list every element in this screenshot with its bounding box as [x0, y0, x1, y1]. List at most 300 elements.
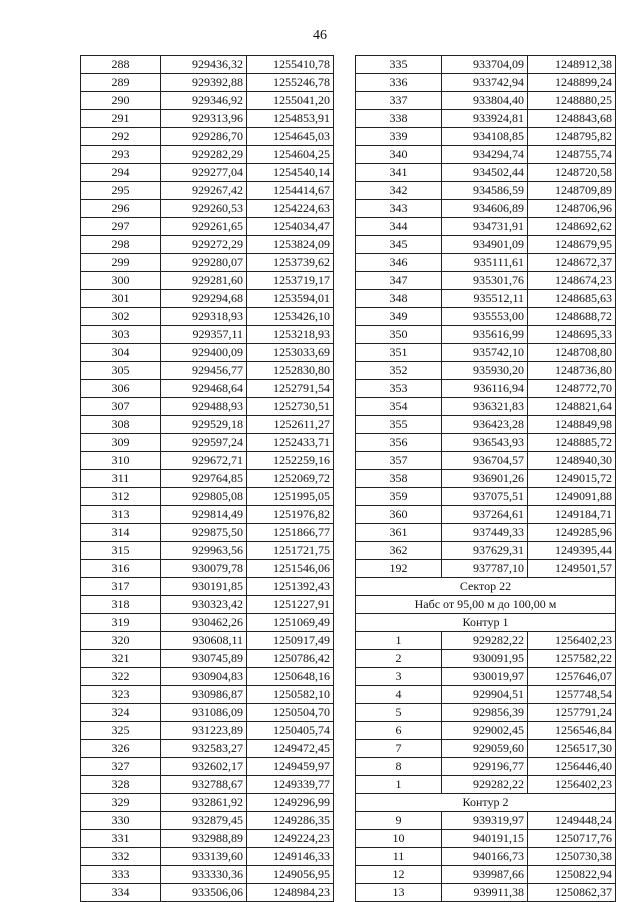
x-coordinate-cell: 929456,77 [161, 362, 247, 380]
table-row [356, 326, 616, 344]
x-coordinate-cell: 929260,53 [161, 200, 247, 218]
coordinates-table-left [80, 55, 334, 902]
table-row [356, 452, 616, 470]
point-number-cell: 192 [356, 560, 442, 578]
point-number-cell: 328 [81, 776, 161, 794]
table-row [81, 650, 334, 668]
point-number-cell: 9 [356, 812, 442, 830]
x-coordinate-cell: 929277,04 [161, 164, 247, 182]
point-number-cell: 351 [356, 344, 442, 362]
table-row [81, 74, 334, 92]
point-number-cell: 290 [81, 92, 161, 110]
table-row [81, 794, 334, 812]
x-coordinate-cell: 929488,93 [161, 398, 247, 416]
point-number-cell: 314 [81, 524, 161, 542]
point-number-cell: 298 [81, 236, 161, 254]
table-row [81, 164, 334, 182]
y-coordinate-cell: 1249015,72 [528, 470, 616, 488]
point-number-cell: 343 [356, 200, 442, 218]
table-row [81, 92, 334, 110]
table-row [356, 308, 616, 326]
table-row [356, 740, 616, 758]
x-coordinate-cell: 931223,89 [161, 722, 247, 740]
point-number-cell: 322 [81, 668, 161, 686]
page-number: 46 [313, 28, 327, 43]
y-coordinate-cell: 1251866,77 [247, 524, 334, 542]
table-row [356, 110, 616, 128]
y-coordinate-cell: 1253033,69 [247, 344, 334, 362]
x-coordinate-cell: 930091,95 [442, 650, 528, 668]
point-number-cell: 296 [81, 200, 161, 218]
x-coordinate-cell: 935111,61 [442, 254, 528, 272]
y-coordinate-cell: 1250786,42 [247, 650, 334, 668]
point-number-cell: 338 [356, 110, 442, 128]
sector-heading: Сектор 22 [356, 578, 616, 596]
y-coordinate-cell: 1257791,24 [528, 704, 616, 722]
y-coordinate-cell: 1250730,38 [528, 848, 616, 866]
contour-1-heading: Контур 1 [356, 614, 616, 632]
y-coordinate-cell: 1257582,22 [528, 650, 616, 668]
point-number-cell: 315 [81, 542, 161, 560]
table-row [81, 740, 334, 758]
y-coordinate-cell: 1250822,94 [528, 866, 616, 884]
y-coordinate-cell: 1248720,58 [528, 164, 616, 182]
point-number-cell: 12 [356, 866, 442, 884]
y-coordinate-cell: 1248692,62 [528, 218, 616, 236]
point-number-cell: 294 [81, 164, 161, 182]
table-row [356, 560, 616, 578]
point-number-cell: 300 [81, 272, 161, 290]
table-row [356, 524, 616, 542]
x-coordinate-cell: 930323,42 [161, 596, 247, 614]
x-coordinate-cell: 935616,99 [442, 326, 528, 344]
y-coordinate-cell: 1248706,96 [528, 200, 616, 218]
table-row [81, 380, 334, 398]
table-row [356, 722, 616, 740]
table-row [356, 686, 616, 704]
point-number-cell: 334 [81, 884, 161, 902]
table-row [356, 254, 616, 272]
point-number-cell: 330 [81, 812, 161, 830]
x-coordinate-cell: 929597,24 [161, 434, 247, 452]
point-number-cell: 3 [356, 668, 442, 686]
point-number-cell: 335 [356, 56, 442, 74]
x-coordinate-cell: 934108,85 [442, 128, 528, 146]
y-coordinate-cell: 1256446,40 [528, 758, 616, 776]
y-coordinate-cell: 1257748,54 [528, 686, 616, 704]
point-number-cell: 1 [356, 776, 442, 794]
table-row [81, 146, 334, 164]
x-coordinate-cell: 929468,64 [161, 380, 247, 398]
x-coordinate-cell: 930986,87 [161, 686, 247, 704]
point-number-cell: 8 [356, 758, 442, 776]
x-coordinate-cell: 933924,81 [442, 110, 528, 128]
table-row [356, 416, 616, 434]
x-coordinate-cell: 929805,08 [161, 488, 247, 506]
x-coordinate-cell: 939911,38 [442, 884, 528, 902]
table-row [356, 758, 616, 776]
x-coordinate-cell: 929282,22 [442, 776, 528, 794]
point-number-cell: 356 [356, 434, 442, 452]
table-row [356, 344, 616, 362]
point-number-cell: 339 [356, 128, 442, 146]
x-coordinate-cell: 939319,97 [442, 812, 528, 830]
x-coordinate-cell: 934586,59 [442, 182, 528, 200]
x-coordinate-cell: 929261,65 [161, 218, 247, 236]
y-coordinate-cell: 1253824,09 [247, 236, 334, 254]
table-row [81, 758, 334, 776]
point-number-cell: 292 [81, 128, 161, 146]
y-coordinate-cell: 1248685,63 [528, 290, 616, 308]
x-coordinate-cell: 932788,67 [161, 776, 247, 794]
table-row [81, 470, 334, 488]
y-coordinate-cell: 1248885,72 [528, 434, 616, 452]
y-coordinate-cell: 1250862,37 [528, 884, 616, 902]
y-coordinate-cell: 1248772,70 [528, 380, 616, 398]
point-number-cell: 293 [81, 146, 161, 164]
x-coordinate-cell: 929875,50 [161, 524, 247, 542]
point-number-cell: 348 [356, 290, 442, 308]
y-coordinate-cell: 1254034,47 [247, 218, 334, 236]
point-number-cell: 301 [81, 290, 161, 308]
y-coordinate-cell: 1255246,78 [247, 74, 334, 92]
x-coordinate-cell: 929392,88 [161, 74, 247, 92]
table-row [81, 524, 334, 542]
table-row [81, 254, 334, 272]
table-row [356, 488, 616, 506]
y-coordinate-cell: 1249395,44 [528, 542, 616, 560]
y-coordinate-cell: 1255410,78 [247, 56, 334, 74]
y-coordinate-cell: 1254645,03 [247, 128, 334, 146]
y-coordinate-cell: 1251392,43 [247, 578, 334, 596]
point-number-cell: 331 [81, 830, 161, 848]
point-number-cell: 295 [81, 182, 161, 200]
x-coordinate-cell: 934731,91 [442, 218, 528, 236]
y-coordinate-cell: 1249296,99 [247, 794, 334, 812]
y-coordinate-cell: 1249459,97 [247, 758, 334, 776]
y-coordinate-cell: 1248984,23 [247, 884, 334, 902]
x-coordinate-cell: 940166,73 [442, 848, 528, 866]
y-coordinate-cell: 1251227,91 [247, 596, 334, 614]
x-coordinate-cell: 929294,68 [161, 290, 247, 308]
point-number-cell: 340 [356, 146, 442, 164]
y-coordinate-cell: 1252791,54 [247, 380, 334, 398]
point-number-cell: 345 [356, 236, 442, 254]
y-coordinate-cell: 1256402,23 [528, 632, 616, 650]
y-coordinate-cell: 1254224,63 [247, 200, 334, 218]
x-coordinate-cell: 936423,28 [442, 416, 528, 434]
point-number-cell: 318 [81, 596, 161, 614]
x-coordinate-cell: 930019,97 [442, 668, 528, 686]
y-coordinate-cell: 1249146,33 [247, 848, 334, 866]
table-row [81, 488, 334, 506]
point-number-cell: 308 [81, 416, 161, 434]
table-row [81, 632, 334, 650]
table-row [356, 236, 616, 254]
contour-2-heading: Контур 2 [356, 794, 616, 812]
y-coordinate-cell: 1250504,70 [247, 704, 334, 722]
x-coordinate-cell: 929267,42 [161, 182, 247, 200]
table-row [81, 848, 334, 866]
point-number-cell: 317 [81, 578, 161, 596]
point-number-cell: 311 [81, 470, 161, 488]
contour-2-heading-row [356, 794, 616, 812]
y-coordinate-cell: 1253426,10 [247, 308, 334, 326]
point-number-cell: 309 [81, 434, 161, 452]
y-coordinate-cell: 1248940,30 [528, 452, 616, 470]
table-row [81, 506, 334, 524]
y-coordinate-cell: 1256546,84 [528, 722, 616, 740]
x-coordinate-cell: 929282,29 [161, 146, 247, 164]
x-coordinate-cell: 935301,76 [442, 272, 528, 290]
x-coordinate-cell: 936901,26 [442, 470, 528, 488]
point-number-cell: 13 [356, 884, 442, 902]
point-number-cell: 346 [356, 254, 442, 272]
y-coordinate-cell: 1252069,72 [247, 470, 334, 488]
table-row [356, 362, 616, 380]
point-number-cell: 316 [81, 560, 161, 578]
x-coordinate-cell: 935512,11 [442, 290, 528, 308]
table-row [356, 272, 616, 290]
table-row [81, 686, 334, 704]
y-coordinate-cell: 1248755,74 [528, 146, 616, 164]
x-coordinate-cell: 929281,60 [161, 272, 247, 290]
point-number-cell: 303 [81, 326, 161, 344]
y-coordinate-cell: 1251069,49 [247, 614, 334, 632]
table-row [356, 146, 616, 164]
table-row [356, 74, 616, 92]
table-row [356, 290, 616, 308]
table-row [81, 110, 334, 128]
y-coordinate-cell: 1257646,07 [528, 668, 616, 686]
y-coordinate-cell: 1251721,75 [247, 542, 334, 560]
table-row [356, 218, 616, 236]
y-coordinate-cell: 1252730,51 [247, 398, 334, 416]
x-coordinate-cell: 939987,66 [442, 866, 528, 884]
y-coordinate-cell: 1249472,45 [247, 740, 334, 758]
x-coordinate-cell: 930191,85 [161, 578, 247, 596]
x-coordinate-cell: 929282,22 [442, 632, 528, 650]
point-number-cell: 305 [81, 362, 161, 380]
y-coordinate-cell: 1248795,82 [528, 128, 616, 146]
point-number-cell: 1 [356, 632, 442, 650]
point-number-cell: 361 [356, 524, 442, 542]
table-row [81, 704, 334, 722]
x-coordinate-cell: 933330,36 [161, 866, 247, 884]
table-row [356, 650, 616, 668]
table-row [81, 200, 334, 218]
table-row [81, 578, 334, 596]
point-number-cell: 291 [81, 110, 161, 128]
x-coordinate-cell: 936116,94 [442, 380, 528, 398]
x-coordinate-cell: 933506,06 [161, 884, 247, 902]
table-row [356, 506, 616, 524]
table-row [81, 218, 334, 236]
y-coordinate-cell: 1254540,14 [247, 164, 334, 182]
y-coordinate-cell: 1249501,57 [528, 560, 616, 578]
y-coordinate-cell: 1248849,98 [528, 416, 616, 434]
table-row [81, 290, 334, 308]
table-row [81, 866, 334, 884]
table-row [356, 776, 616, 794]
point-number-cell: 7 [356, 740, 442, 758]
point-number-cell: 289 [81, 74, 161, 92]
y-coordinate-cell: 1248688,72 [528, 308, 616, 326]
x-coordinate-cell: 929814,49 [161, 506, 247, 524]
x-coordinate-cell: 929346,92 [161, 92, 247, 110]
x-coordinate-cell: 935742,10 [442, 344, 528, 362]
x-coordinate-cell: 934502,44 [442, 164, 528, 182]
table-row [81, 326, 334, 344]
table-row [81, 434, 334, 452]
table-row [356, 470, 616, 488]
table-row [356, 164, 616, 182]
point-number-cell: 5 [356, 704, 442, 722]
table-row [81, 542, 334, 560]
point-number-cell: 320 [81, 632, 161, 650]
y-coordinate-cell: 1248674,23 [528, 272, 616, 290]
y-coordinate-cell: 1253218,93 [247, 326, 334, 344]
x-coordinate-cell: 932861,92 [161, 794, 247, 812]
y-coordinate-cell: 1251546,06 [247, 560, 334, 578]
y-coordinate-cell: 1249224,23 [247, 830, 334, 848]
y-coordinate-cell: 1250582,10 [247, 686, 334, 704]
table-row [356, 200, 616, 218]
y-coordinate-cell: 1248821,64 [528, 398, 616, 416]
x-coordinate-cell: 929059,60 [442, 740, 528, 758]
x-coordinate-cell: 929436,32 [161, 56, 247, 74]
table-row [81, 128, 334, 146]
point-number-cell: 302 [81, 308, 161, 326]
point-number-cell: 359 [356, 488, 442, 506]
point-number-cell: 337 [356, 92, 442, 110]
x-coordinate-cell: 929196,77 [442, 758, 528, 776]
point-number-cell: 347 [356, 272, 442, 290]
y-coordinate-cell: 1249184,71 [528, 506, 616, 524]
x-coordinate-cell: 937264,61 [442, 506, 528, 524]
table-row [356, 704, 616, 722]
y-coordinate-cell: 1255041,20 [247, 92, 334, 110]
y-coordinate-cell: 1254604,25 [247, 146, 334, 164]
x-coordinate-cell: 930079,78 [161, 560, 247, 578]
table-row [356, 830, 616, 848]
y-coordinate-cell: 1253739,62 [247, 254, 334, 272]
point-number-cell: 341 [356, 164, 442, 182]
table-row [356, 434, 616, 452]
y-coordinate-cell: 1256517,30 [528, 740, 616, 758]
point-number-cell: 344 [356, 218, 442, 236]
x-coordinate-cell: 929529,18 [161, 416, 247, 434]
y-coordinate-cell: 1252611,27 [247, 416, 334, 434]
x-coordinate-cell: 929856,39 [442, 704, 528, 722]
table-row [81, 308, 334, 326]
y-coordinate-cell: 1248695,33 [528, 326, 616, 344]
point-number-cell: 355 [356, 416, 442, 434]
y-coordinate-cell: 1248912,38 [528, 56, 616, 74]
x-coordinate-cell: 929357,11 [161, 326, 247, 344]
x-coordinate-cell: 940191,15 [442, 830, 528, 848]
table-row [81, 722, 334, 740]
table-row [81, 560, 334, 578]
table-row [81, 830, 334, 848]
y-coordinate-cell: 1254853,91 [247, 110, 334, 128]
point-number-cell: 342 [356, 182, 442, 200]
point-number-cell: 6 [356, 722, 442, 740]
y-coordinate-cell: 1250717,76 [528, 830, 616, 848]
table-row [81, 812, 334, 830]
table-row [356, 812, 616, 830]
point-number-cell: 323 [81, 686, 161, 704]
table-row [356, 668, 616, 686]
table-row [356, 56, 616, 74]
point-number-cell: 360 [356, 506, 442, 524]
x-coordinate-cell: 929272,29 [161, 236, 247, 254]
x-coordinate-cell: 930608,11 [161, 632, 247, 650]
table-row [356, 92, 616, 110]
x-coordinate-cell: 934901,09 [442, 236, 528, 254]
x-coordinate-cell: 933139,60 [161, 848, 247, 866]
point-number-cell: 349 [356, 308, 442, 326]
table-row [356, 128, 616, 146]
point-number-cell: 288 [81, 56, 161, 74]
point-number-cell: 332 [81, 848, 161, 866]
point-number-cell: 326 [81, 740, 161, 758]
table-row [81, 362, 334, 380]
point-number-cell: 297 [81, 218, 161, 236]
x-coordinate-cell: 929002,45 [442, 722, 528, 740]
point-number-cell: 357 [356, 452, 442, 470]
x-coordinate-cell: 937449,33 [442, 524, 528, 542]
y-coordinate-cell: 1251976,82 [247, 506, 334, 524]
x-coordinate-cell: 930904,83 [161, 668, 247, 686]
table-row [356, 182, 616, 200]
depth-heading-row [356, 596, 616, 614]
y-coordinate-cell: 1248679,95 [528, 236, 616, 254]
y-coordinate-cell: 1249339,77 [247, 776, 334, 794]
x-coordinate-cell: 930462,26 [161, 614, 247, 632]
x-coordinate-cell: 931086,09 [161, 704, 247, 722]
x-coordinate-cell: 933742,94 [442, 74, 528, 92]
y-coordinate-cell: 1248843,68 [528, 110, 616, 128]
y-coordinate-cell: 1252259,16 [247, 452, 334, 470]
table-row [356, 398, 616, 416]
y-coordinate-cell: 1248880,25 [528, 92, 616, 110]
table-row [81, 452, 334, 470]
x-coordinate-cell: 929764,85 [161, 470, 247, 488]
point-number-cell: 354 [356, 398, 442, 416]
point-number-cell: 329 [81, 794, 161, 812]
x-coordinate-cell: 929400,09 [161, 344, 247, 362]
y-coordinate-cell: 1253594,01 [247, 290, 334, 308]
point-number-cell: 304 [81, 344, 161, 362]
y-coordinate-cell: 1249448,24 [528, 812, 616, 830]
y-coordinate-cell: 1249091,88 [528, 488, 616, 506]
point-number-cell: 4 [356, 686, 442, 704]
point-number-cell: 10 [356, 830, 442, 848]
x-coordinate-cell: 937629,31 [442, 542, 528, 560]
point-number-cell: 2 [356, 650, 442, 668]
x-coordinate-cell: 937075,51 [442, 488, 528, 506]
table-row [81, 398, 334, 416]
y-coordinate-cell: 1249286,35 [247, 812, 334, 830]
x-coordinate-cell: 934294,74 [442, 146, 528, 164]
x-coordinate-cell: 933704,09 [442, 56, 528, 74]
x-coordinate-cell: 934606,89 [442, 200, 528, 218]
table-row [356, 848, 616, 866]
table-row [81, 416, 334, 434]
x-coordinate-cell: 932583,27 [161, 740, 247, 758]
x-coordinate-cell: 936704,57 [442, 452, 528, 470]
